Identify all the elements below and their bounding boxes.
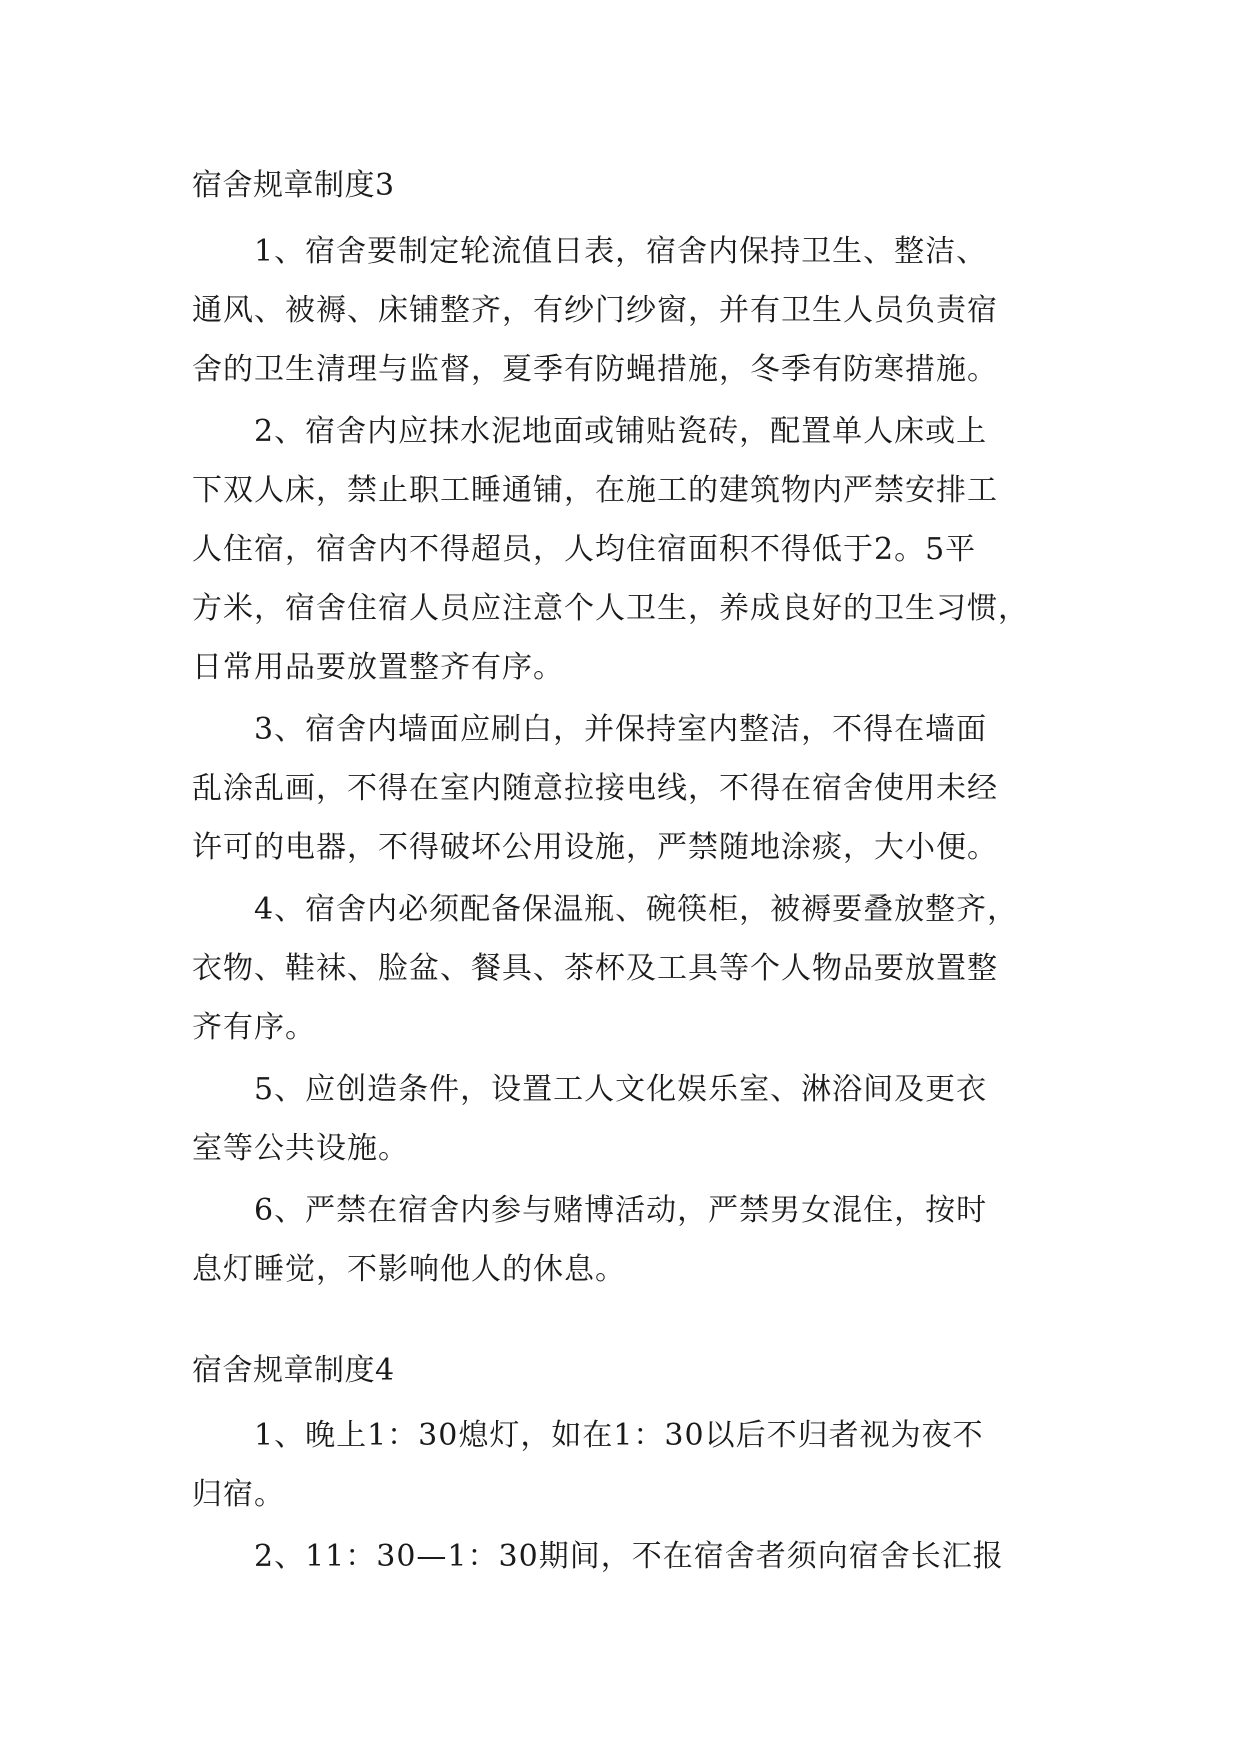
paragraph-line: 6、严禁在宿舍内参与赌博活动，严禁男女混住，按时 [254,1193,988,1228]
section-heading: 宿舍规章制度4 [192,1353,395,1388]
paragraph-line: 许可的电器，不得破坏公用设施，严禁随地涂痰，大小便。 [192,830,998,865]
paragraph-line: 下双人床，禁止职工睡通铺，在施工的建筑物内严禁安排工 [192,473,998,508]
paragraph-line: 4、宿舍内必须配备保温瓶、碗筷柜，被褥要叠放整齐， [254,892,1019,927]
paragraph-line: 方米，宿舍住宿人员应注意个人卫生，养成良好的卫生习惯， [192,591,1029,626]
section-heading: 宿舍规章制度3 [192,168,395,203]
paragraph-line: 乱涂乱画，不得在室内随意拉接电线，不得在宿舍使用未经 [192,771,998,806]
paragraph-line: 通风、被褥、床铺整齐，有纱门纱窗，并有卫生人员负责宿 [192,293,998,328]
paragraph-line: 归宿。 [192,1477,285,1512]
paragraph-line: 3、宿舍内墙面应刷白，并保持室内整洁，不得在墙面 [254,712,988,747]
paragraph-line: 日常用品要放置整齐有序。 [192,650,564,685]
paragraph-line: 衣物、鞋袜、脸盆、餐具、茶杯及工具等个人物品要放置整 [192,951,998,986]
paragraph-line: 2、11：30—1：30期间，不在宿舍者须向宿舍长汇报 [254,1539,1004,1574]
paragraph-line: 室等公共设施。 [192,1131,409,1166]
paragraph-line: 1、晚上1：30熄灯，如在1：30以后不归者视为夜不 [254,1418,984,1453]
paragraph-line: 5、应创造条件，设置工人文化娱乐室、淋浴间及更衣 [254,1072,988,1107]
paragraph-line: 齐有序。 [192,1010,316,1045]
paragraph-line: 息灯睡觉，不影响他人的休息。 [192,1252,626,1287]
paragraph-line: 2、宿舍内应抹水泥地面或铺贴瓷砖，配置单人床或上 [254,414,988,449]
paragraph-line: 1、宿舍要制定轮流值日表，宿舍内保持卫生、整洁、 [254,234,988,269]
paragraph-line: 人住宿，宿舍内不得超员，人均住宿面积不得低于2。5平 [192,532,977,567]
paragraph-line: 舍的卫生清理与监督，夏季有防蝇措施，冬季有防寒措施。 [192,352,998,387]
